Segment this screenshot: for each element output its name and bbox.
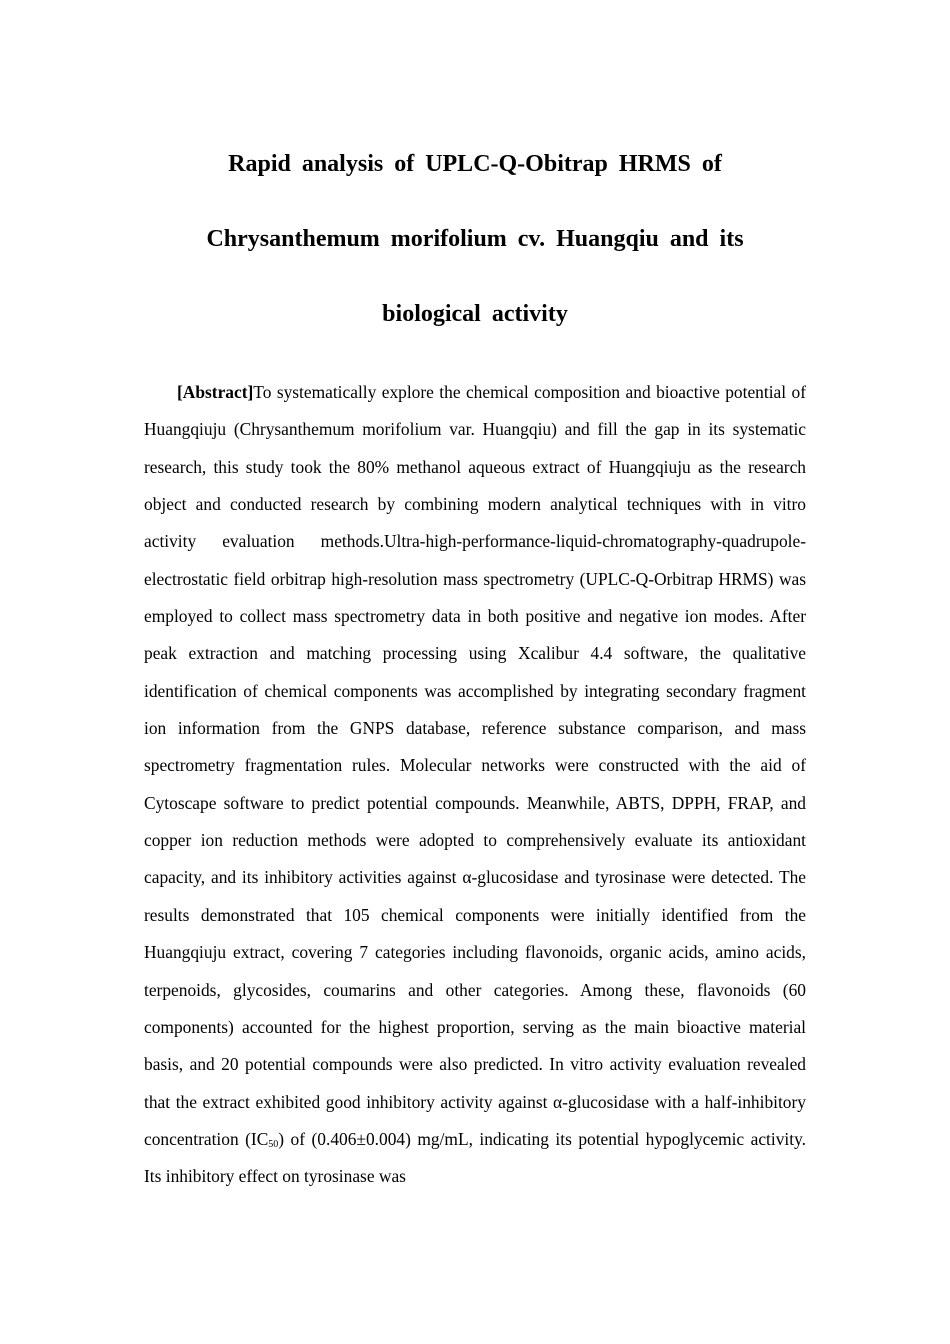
ic50-subscript: 50 [268,1138,279,1150]
title-line-3: biological activity [382,301,568,327]
title-line-2: Chrysanthemum morifolium cv. Huangqiu and its [206,226,744,252]
abstract-text: To systematically explore the chemical composition and bioactive potential of Huangqiuju (Chrysanthemum morifolium var. Huangqiu) and fill the gap in its systematic research, this study took the 80% methanol aqueous extract of Huangqiuju as the research object and conducted research by combining modern analytical techniques with in vitro activity evaluation methods.Ultra-high-performance-liquid-chromatography-quadrupole-electrostatic field orbitrap high-resolution mass spectrometry (UPLC-Q-Orbitrap HRMS) was employed to collect mass spectrometry data in both positive and negative ion modes. After peak extraction and matching processing using Xcalibur 4.4 software, the qualitative identification of chemical components was accomplished by integrating secondary fragment ion information from the GNPS database, reference substance comparison, and mass spectrometry fragmentation rules. Molecular networks were constructed with the aid of Cytoscape software to predict potential compounds. Meanwhile, ABTS, DPPH, FRAP, and copper ion reduction methods were adopted to comprehensively evaluate its antioxidant capacity, and its inhibitory activities against α-glucosidase and tyrosinase were detected. The results demonstrated that 105 chemical components were initially identified from the Huangqiuju extract, covering 7 categories including flavonoids, organic acids, amino acids, terpenoids, glycosides, coumarins and other categories. Among these, flavonoids (60 components) accounted for the highest proportion, serving as the main bioactive material basis, and 20 potential compounds were also predicted. In vitro activity evaluation revealed that the extract exhibited good inhibitory activity against α-glucosidase with a half-inhibitory concentration (IC [144,382,806,1149]
abstract-label: [Abstract] [177,382,254,402]
paper-title [140,140,810,365]
title-line-1: Rapid analysis of UPLC-Q-Obitrap HRMS of [228,151,722,177]
abstract-text-continued: ) of (0.406±0.004) mg/mL, indicating its potential hypoglycemic activity. Its inhibitory effect on tyrosinase was [144,1128,806,1187]
abstract-paragraph [144,374,806,1196]
